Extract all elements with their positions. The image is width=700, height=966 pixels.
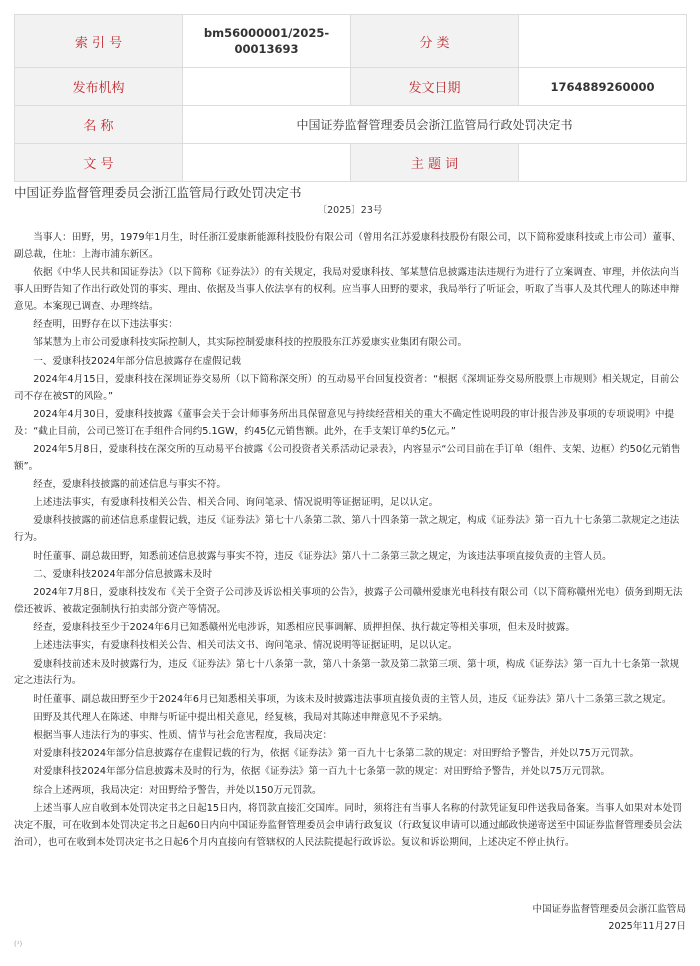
meta-row-index — [15, 15, 687, 68]
paragraph: 田野及其代理人在陈述、申辩与听证中提出相关意见，经复核，我局对其陈述申辩意见不予采纳。 — [33, 711, 448, 723]
paragraph: 2024年4月15日，爱康科技在深圳证券交易所（以下简称深交所）的互动易平台回复投资者：“根据《深圳证券交易所股票上市规则》相关规定，目前公司不存在被ST的风险。” — [14, 373, 680, 402]
paragraph: 当事人：田野，男，1979年1月生，时任浙江爱康新能源科技股份有限公司（曾用名江苏爱康科技股份有限公司，以下简称爱康科技或上市公司）董事、副总裁，住址：上海市浦东新区。 — [14, 232, 682, 260]
paragraph: 时任董事、副总裁田野至少于2024年6月已知悉相关事项，为该未及时披露违法事项直接负责的主管人员，违反《证券法》第八十二条第三款之规定。 — [33, 693, 672, 705]
paragraph: 上述违法事实，有爱康科技相关公告、相关合同、询问笔录、情况说明等证据证明，足以认定。 — [33, 497, 439, 509]
paragraph: 经查，爱康科技至少于2024年6月已知悉赣州光电涉诉，知悉相应民事调解、质押担保、执行裁定等相关事项，但未及时披露。 — [33, 622, 576, 634]
paragraph: 综合上述两项，我局决定：对田野给予警告，并处以150万元罚款。 — [33, 784, 322, 796]
paragraph: 依据《中华人民共和国证券法》（以下简称《证券法》）的有关规定，我局对爱康科技、邹某慧信息披露违法违规行为进行了立案调查、审理，并依法向当事人田野告知了作出行政处罚的事实、理由、依据及当事人依法享有的权利。应当事人田野的要求，我局举行了听证会，听取了当事人及其代理人的陈述申辩意见。本案现已调查、办理终结。 — [14, 267, 680, 312]
section-heading: 一、爱康科技2024年部分信息披露存在虚假记载 — [33, 355, 242, 367]
paragraph: 上述违法事实，有爱康科技相关公告、相关司法文书、询问笔录、情况说明等证据证明，足以认定。 — [33, 640, 458, 652]
paragraph: 根据当事人违法行为的事实、性质、情节与社会危害程度，我局决定： — [33, 730, 333, 742]
issue-date-value: 1764889260000 — [519, 68, 687, 106]
paragraph: 2024年5月8日，爱康科技在深交所的互动易平台披露《公司投资者关系活动记录表》，内容显示“公司目前在手订单（组件、支架、边框）约50亿元销售额”。 — [14, 443, 681, 472]
meta-row-name — [15, 106, 687, 144]
paragraph: 对爱康科技2024年部分信息披露存在虚假记载的行为，依据《证券法》第一百九十七条第二款的规定：对田野给予警告，并处以75万元罚款。 — [33, 748, 640, 760]
meta-row-docno — [15, 144, 687, 182]
paragraph: 时任董事、副总裁田野，知悉前述信息披露与事实不符，违反《证券法》第八十二条第三款之规定，为该违法事项直接负责的主管人员。 — [33, 550, 612, 562]
paragraph: 爱康科技前述未及时披露行为，违反《证券法》第七十八条第一款，第八十条第一款及第二款第三项、第十项，构成《证券法》第一百九十七条第一款规定之违法行为。 — [14, 658, 680, 687]
keywords-label: 主 题 词 — [351, 144, 519, 182]
paragraph: 2024年7月8日，爱康科技发布《关于全资子公司涉及诉讼相关事项的公告》，披露子公司赣州爱康光电科技有限公司（以下简称赣州光电）债务到期无法偿还被诉、被裁定强制执行拍卖部分资产等情况。 — [14, 586, 683, 615]
section-heading: 二、爱康科技2024年部分信息披露未及时 — [33, 568, 213, 580]
name-value: 中国证券监督管理委员会浙江监管局行政处罚决定书 — [183, 106, 687, 144]
document-meta-table — [14, 14, 687, 182]
signature-block — [533, 901, 687, 935]
issue-date-label: 发文日期 — [351, 68, 519, 106]
document-number: 〔2025〕23号 — [317, 205, 383, 216]
signature-org: 中国证券监督管理委员会浙江监管局 — [532, 904, 686, 915]
paragraph: 上述当事人应自收到本处罚决定书之日起15日内，将罚款直接汇交国库。同时，须将注有当事人名称的付款凭证复印件送我局备案。当事人如果对本处罚决定不服，可在收到本处罚决定书之日起60日内向中国证券监督管理委员会申请行政复议（行政复议申请可以通过邮政快递寄送至中国证券监督管理委员会法治司），也可在收到本处罚决定书之日起6个月内直接向有管辖权的人民法院提起行政诉讼。复议和诉讼期间，上述决定不停止执行。 — [14, 802, 683, 848]
paragraph: 对爱康科技2024年部分信息披露未及时的行为，依据《证券法》第一百九十七条第一款的规定：对田野给予警告，并处以75万元罚款。 — [33, 766, 611, 778]
document-body — [14, 230, 688, 853]
index-number-value: bm56000001/2025-00013693 — [183, 15, 351, 68]
keywords-value — [519, 144, 687, 182]
document-number-label: 文 号 — [15, 144, 183, 182]
paragraph: 邹某慧为上市公司爱康科技实际控制人，其实际控制爱康科技的控股股东江苏爱康实业集团有限公司。 — [33, 337, 468, 349]
document-title: 中国证券监督管理委员会浙江监管局行政处罚决定书 — [14, 185, 302, 200]
paragraph: 爱康科技披露的前述信息系虚假记载，违反《证券法》第七十八条第二款、第八十四条第一款之规定，构成《证券法》第一百九十七条第二款规定之违法行为。 — [14, 515, 680, 544]
paragraph: 经查明，田野存在以下违法事实： — [33, 319, 178, 331]
meta-row-publisher — [15, 68, 687, 106]
publisher-value — [183, 68, 351, 106]
signature-date: 2025年11月27日 — [608, 921, 686, 932]
publisher-label: 发布机构 — [15, 68, 183, 106]
category-label: 分 类 — [351, 15, 519, 68]
category-value — [519, 15, 687, 68]
footer-mark: (¹) — [14, 940, 23, 948]
index-number-label: 索 引 号 — [15, 15, 183, 68]
document-number-value — [183, 144, 351, 182]
name-label: 名 称 — [15, 106, 183, 144]
paragraph: 经查，爱康科技披露的前述信息与事实不符。 — [33, 479, 227, 491]
paragraph: 2024年4月30日，爱康科技披露《董事会关于会计师事务所出具保留意见与持续经营相关的重大不确定性说明段的审计报告涉及事项的专项说明》中提及：“截止目前，公司已签订在手组件合同约5.1GW，约45亿元销售额。此外，在手支架订单约5亿元。” — [14, 408, 675, 437]
